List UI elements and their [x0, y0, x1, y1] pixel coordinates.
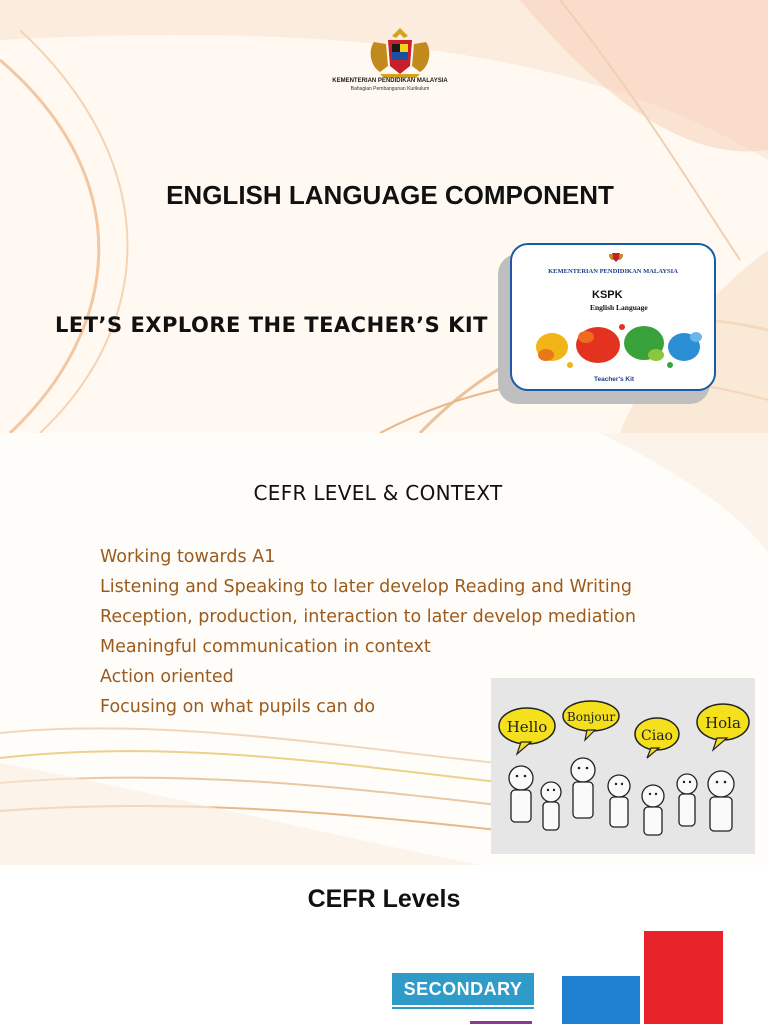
slide-title: CEFR LEVEL & CONTEXT: [253, 481, 503, 505]
svg-text:Ciao: Ciao: [641, 728, 673, 744]
kit-ministry-name: KEMENTERIAN PENDIDIKAN MALAYSIA: [548, 268, 678, 275]
slide-title: CEFR Levels: [307, 885, 461, 913]
list-item: Reception, production, interaction to later develop mediation: [100, 607, 636, 627]
slide-cefr-levels: [0, 865, 768, 1024]
ministry-division: Bahagian Pembangunan Kurikulum: [350, 86, 430, 92]
level-bar-red: [644, 931, 723, 1024]
secondary-badge: SECONDARY: [392, 973, 534, 1005]
list-item: Working towards A1: [100, 547, 276, 567]
list-item: Focusing on what pupils can do: [100, 697, 376, 717]
ministry-name: KEMENTERIAN PENDIDIKAN MALAYSIA: [332, 78, 448, 84]
svg-text:Bonjour: Bonjour: [566, 710, 616, 724]
slide-subtitle: LET’S EXPLORE THE TEACHER’S KIT: [55, 313, 489, 337]
list-item: Meaningful communication in context: [100, 637, 431, 657]
greeting-bubbles-image: [491, 678, 755, 854]
list-item: Action oriented: [100, 667, 234, 687]
slide-english-language-component: [0, 0, 768, 433]
greetings-illustration: [491, 678, 755, 854]
kit-footer: Teacher's Kit: [594, 376, 635, 383]
ministry-logo-text: [326, 78, 454, 92]
slide-title: ENGLISH LANGUAGE COMPONENT: [166, 180, 614, 210]
teachers-kit-cover: [510, 243, 716, 391]
kit-subject: English Language: [590, 303, 648, 312]
slide-cefr-level-context: [0, 433, 768, 865]
kit-crest-icon: [609, 251, 623, 263]
level-bar-blue: [562, 976, 640, 1024]
svg-text:Hello: Hello: [506, 718, 548, 736]
kit-code: KSPK: [592, 289, 623, 301]
paint-splash-image: [524, 315, 708, 375]
svg-text:Hola: Hola: [705, 714, 741, 732]
list-item: Listening and Speaking to later develop Reading and Writing: [100, 577, 632, 597]
